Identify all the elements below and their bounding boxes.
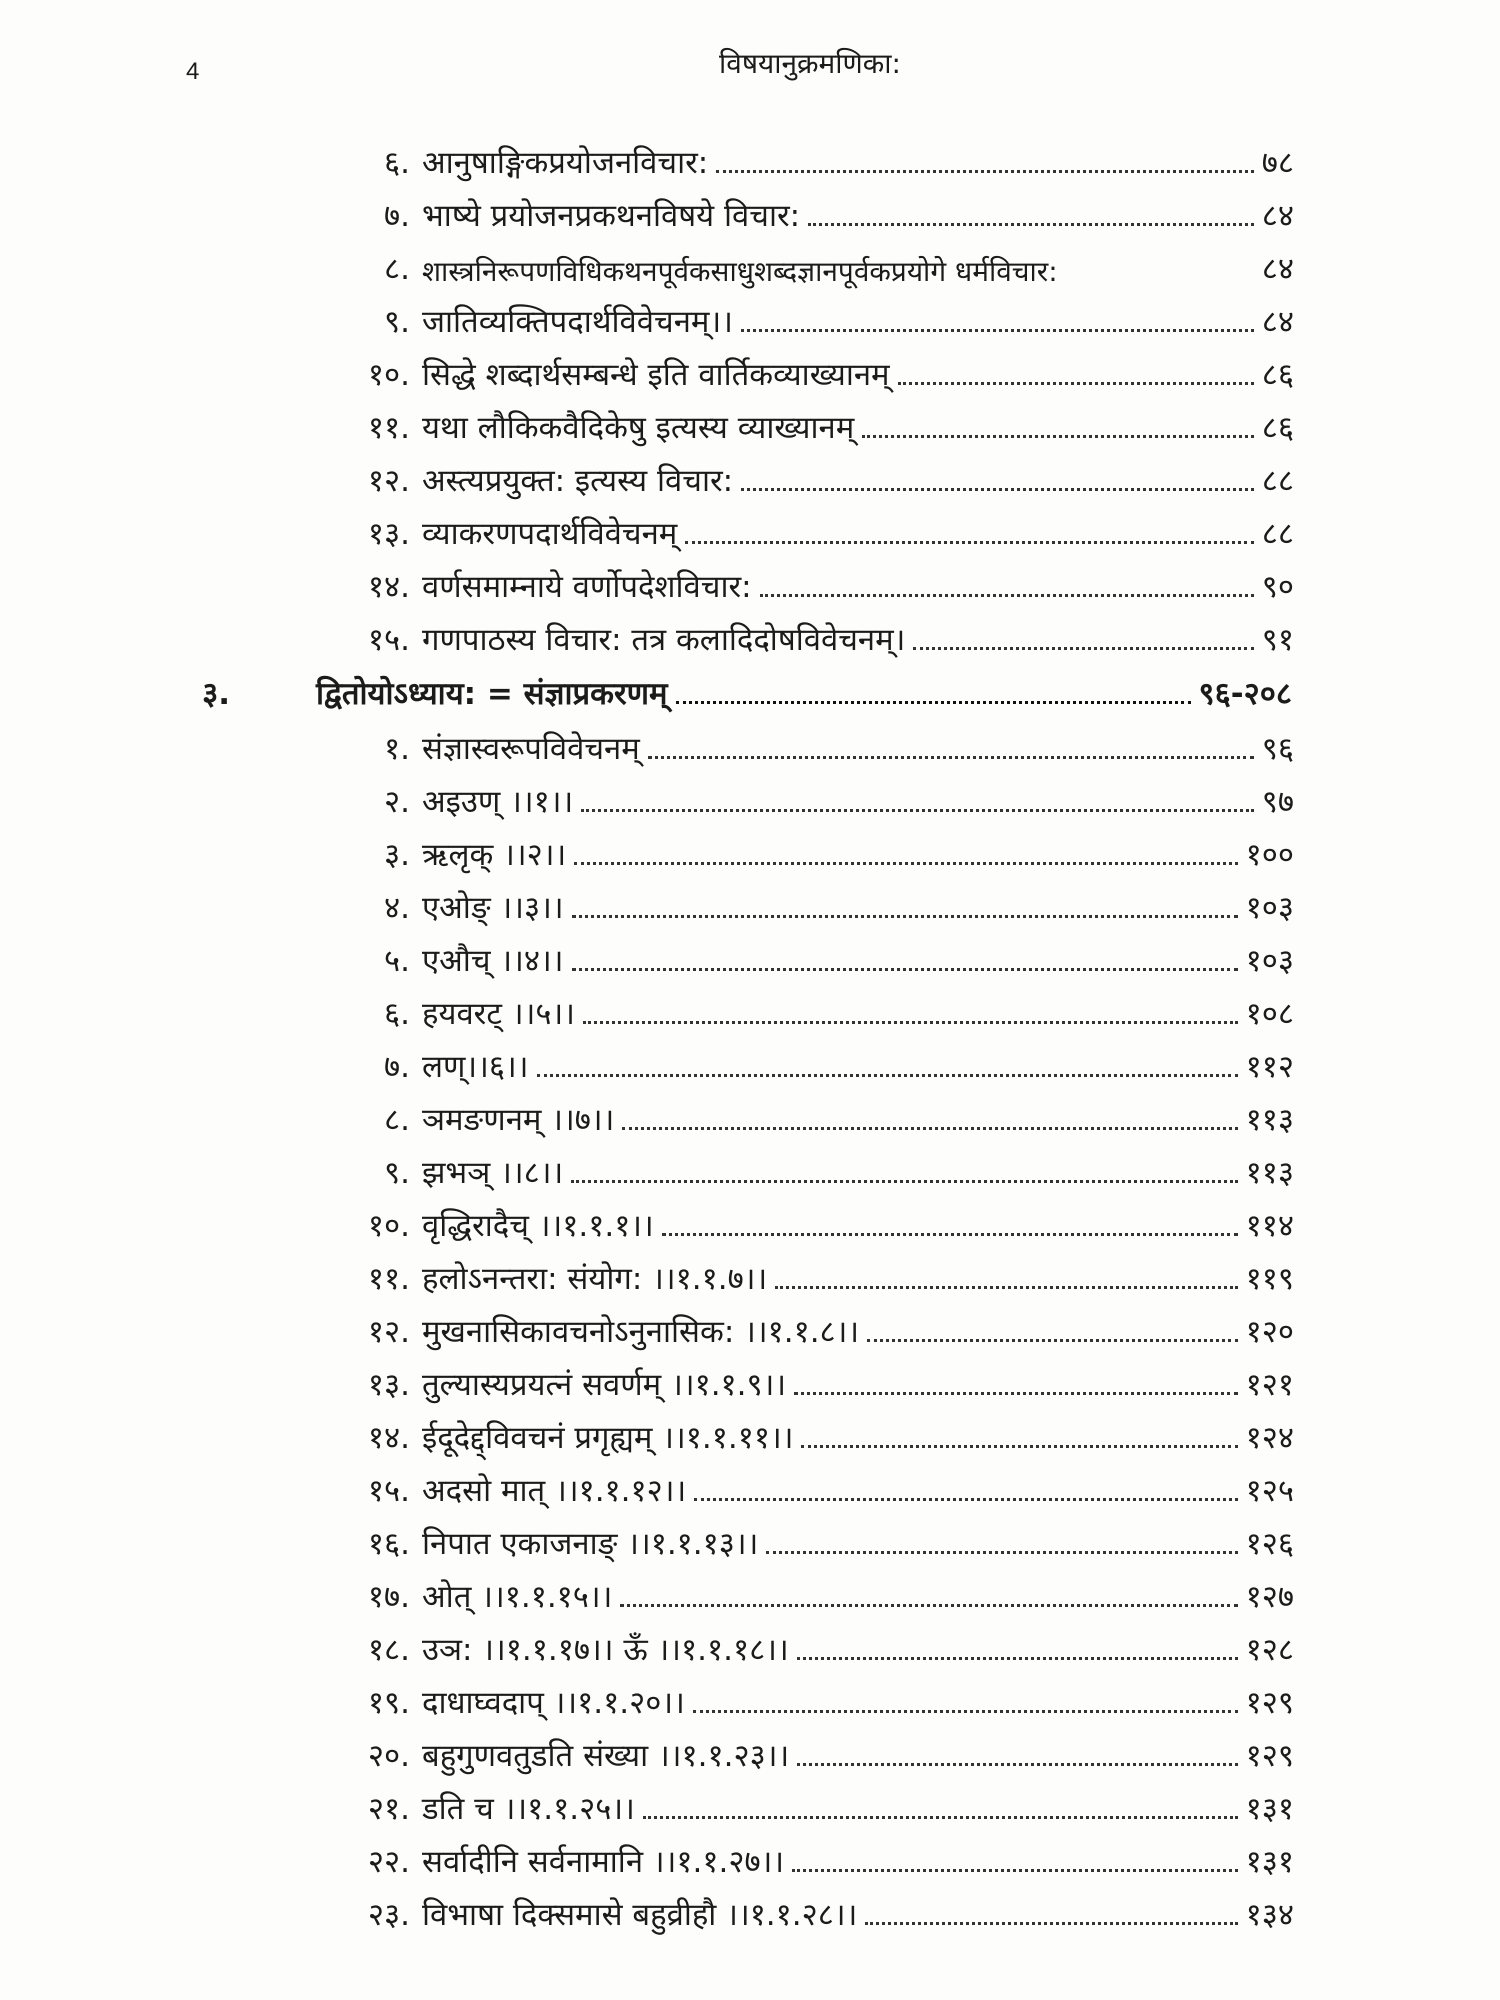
entry-number: १७. bbox=[367, 1579, 410, 1616]
toc-entry[interactable] bbox=[0, 875, 1500, 927]
dot-leader bbox=[693, 1710, 1238, 1713]
entry-number: ६. bbox=[384, 145, 410, 182]
entry-title: अदसो मात् ।।१.१.१२।। bbox=[422, 1473, 687, 1510]
dot-leader bbox=[801, 1445, 1237, 1448]
entry-title: शास्त्रनिरूपणविधिकथनपूर्वकसाधुशब्दज्ञानपूर्वकप्रयोगे धर्मविचार: bbox=[422, 254, 1058, 288]
entry-number: ९. bbox=[384, 304, 410, 341]
entry-number: ८. bbox=[384, 251, 410, 288]
entry-title: तुल्यास्यप्रयत्नं सवर्णम् ।।१.१.९।। bbox=[422, 1367, 787, 1404]
dot-leader bbox=[574, 862, 1237, 865]
entry-number: २२. bbox=[367, 1844, 410, 1881]
toc-entry[interactable] bbox=[0, 395, 1500, 447]
chapter-heading[interactable] bbox=[0, 661, 1500, 713]
toc-entry[interactable] bbox=[0, 1829, 1500, 1881]
entry-number: ७. bbox=[384, 1049, 410, 1086]
dot-leader bbox=[794, 1392, 1237, 1395]
toc-entry[interactable] bbox=[0, 448, 1500, 500]
entry-title: यथा लौकिकवैदिकेषु इत्यस्य व्याख्यानम् bbox=[422, 410, 855, 447]
toc-entry[interactable] bbox=[0, 1034, 1500, 1086]
entry-number: १६. bbox=[367, 1526, 410, 1563]
toc-entry[interactable] bbox=[0, 1617, 1500, 1669]
entry-number: १४. bbox=[367, 569, 410, 606]
dot-leader bbox=[792, 1869, 1238, 1872]
entry-title: गणपाठस्य विचार: तत्र कलादिदोषविवेचनम्। bbox=[422, 622, 906, 659]
toc-entry[interactable] bbox=[0, 1882, 1500, 1934]
entry-page: ९६ bbox=[1261, 731, 1294, 768]
entry-page: १२८ bbox=[1245, 1632, 1294, 1669]
entry-page: ११३ bbox=[1245, 1155, 1294, 1192]
dot-leader bbox=[572, 915, 1238, 918]
dot-leader bbox=[867, 1339, 1237, 1342]
toc-entry[interactable] bbox=[0, 236, 1500, 288]
entry-page: १०० bbox=[1245, 837, 1294, 874]
toc-entry[interactable] bbox=[0, 769, 1500, 821]
entry-number: १८. bbox=[367, 1632, 410, 1669]
toc-entry[interactable] bbox=[0, 1723, 1500, 1775]
entry-number: ९. bbox=[384, 1155, 410, 1192]
entry-title: हलोऽनन्तरा: संयोग: ।।१.१.७।। bbox=[422, 1261, 768, 1298]
entry-title: उञ: ।।१.१.१७।। ऊँ ।।१.१.१८।। bbox=[422, 1632, 789, 1669]
toc-entry[interactable] bbox=[0, 1299, 1500, 1351]
entry-number: १३. bbox=[367, 1367, 410, 1404]
toc-entry[interactable] bbox=[0, 1140, 1500, 1192]
toc-entry[interactable] bbox=[0, 289, 1500, 341]
toc-entry[interactable] bbox=[0, 501, 1500, 553]
toc-entry[interactable] bbox=[0, 554, 1500, 606]
entry-title: एऔच् ।।४।। bbox=[422, 943, 564, 980]
toc-entry[interactable] bbox=[0, 1564, 1500, 1616]
dot-leader bbox=[643, 1816, 1238, 1819]
entry-title: अस्त्यप्रयुक्त: इत्यस्य विचार: bbox=[422, 463, 734, 500]
toc-entry[interactable] bbox=[0, 716, 1500, 768]
dot-leader bbox=[760, 594, 1254, 597]
entry-page: १०३ bbox=[1245, 943, 1294, 980]
toc-entry[interactable] bbox=[0, 1458, 1500, 1510]
toc-entry[interactable] bbox=[0, 342, 1500, 394]
dot-leader bbox=[913, 647, 1253, 650]
entry-number: २३. bbox=[367, 1897, 410, 1934]
entry-number: १३. bbox=[367, 516, 410, 553]
entry-title: आनुषाङ्गिकप्रयोजनविचार: bbox=[422, 145, 709, 182]
entry-page: ९० bbox=[1261, 569, 1294, 606]
toc-entry[interactable] bbox=[0, 183, 1500, 235]
toc-entry[interactable] bbox=[0, 928, 1500, 980]
entry-title: लण्।।६।। bbox=[422, 1049, 529, 1086]
entry-title: झभञ् ।।८।। bbox=[422, 1155, 564, 1192]
dot-leader bbox=[797, 1763, 1237, 1766]
dot-leader bbox=[741, 329, 1254, 332]
entry-number: १५. bbox=[367, 622, 410, 659]
entry-number: १२. bbox=[367, 1314, 410, 1351]
toc-entry[interactable] bbox=[0, 1087, 1500, 1139]
entry-title: अइउण् ।।१।। bbox=[422, 784, 574, 821]
dot-leader bbox=[862, 435, 1253, 438]
toc-entry[interactable] bbox=[0, 1511, 1500, 1563]
toc-entry[interactable] bbox=[0, 1405, 1500, 1457]
entry-page: ११३ bbox=[1245, 1102, 1294, 1139]
entry-title: मुखनासिकावचनोऽनुनासिक: ।।१.१.८।। bbox=[422, 1314, 860, 1351]
entry-number: १९. bbox=[367, 1685, 410, 1722]
dot-leader bbox=[571, 1180, 1237, 1183]
entry-page: १२९ bbox=[1245, 1738, 1294, 1775]
dot-leader bbox=[537, 1074, 1238, 1077]
entry-number: १५. bbox=[367, 1473, 410, 1510]
entry-number: २०. bbox=[367, 1738, 410, 1775]
entry-number: ८. bbox=[384, 1102, 410, 1139]
entry-number: ६. bbox=[384, 996, 410, 1033]
dot-leader bbox=[622, 1127, 1237, 1130]
entry-title: भाष्ये प्रयोजनप्रकथनविषये विचार: bbox=[422, 198, 801, 235]
dot-leader bbox=[766, 1551, 1237, 1554]
entry-number: १०. bbox=[367, 357, 410, 394]
dot-leader bbox=[694, 1498, 1237, 1501]
entry-title: संज्ञास्वरूपविवेचनम् bbox=[422, 731, 640, 768]
entry-number: २. bbox=[384, 784, 410, 821]
entry-title: डति च ।।१.१.२५।। bbox=[422, 1791, 635, 1828]
dot-leader bbox=[662, 1233, 1238, 1236]
running-title: विषयानुक्रमणिका: bbox=[719, 47, 901, 80]
entry-page: ८८ bbox=[1261, 516, 1294, 553]
dot-leader bbox=[581, 809, 1253, 812]
entry-title: व्याकरणपदार्थविवेचनम् bbox=[422, 516, 678, 553]
dot-leader bbox=[572, 968, 1238, 971]
entry-title: विभाषा दिक्समासे बहुव्रीहौ ।।१.१.२८।। bbox=[422, 1897, 858, 1934]
entry-page: ८६ bbox=[1261, 357, 1294, 394]
entry-page: १३४ bbox=[1245, 1897, 1294, 1934]
entry-title: बहुगुणवतुडति संख्या ।।१.१.२३।। bbox=[422, 1738, 790, 1775]
entry-page: ११९ bbox=[1245, 1261, 1294, 1298]
entry-title: सिद्धे शब्दार्थसम्बन्धे इति वार्तिकव्याख्यानम् bbox=[422, 357, 890, 394]
dot-leader bbox=[583, 1021, 1238, 1024]
entry-title: जातिव्यक्तिपदार्थविवेचनम्।। bbox=[422, 304, 733, 341]
entry-page: १३१ bbox=[1245, 1791, 1294, 1828]
entry-number: १०. bbox=[367, 1208, 410, 1245]
dot-leader bbox=[716, 170, 1253, 173]
toc-entry[interactable] bbox=[0, 130, 1500, 182]
entry-number: १२. bbox=[367, 463, 410, 500]
entry-number: २१. bbox=[367, 1791, 410, 1828]
entry-title: वृद्धिरादैच् ।।१.१.१।। bbox=[422, 1208, 654, 1245]
chapter-number: ३. bbox=[202, 676, 230, 713]
toc-entry[interactable] bbox=[0, 1776, 1500, 1828]
entry-page: १२१ bbox=[1245, 1367, 1294, 1404]
entry-page: १२९ bbox=[1245, 1685, 1294, 1722]
dot-leader bbox=[685, 541, 1253, 544]
entry-page: १३१ bbox=[1245, 1844, 1294, 1881]
entry-page: ९७ bbox=[1261, 784, 1294, 821]
entry-number: ११. bbox=[367, 1261, 410, 1298]
entry-page: १०८ bbox=[1245, 996, 1294, 1033]
toc-entry[interactable] bbox=[0, 822, 1500, 874]
entry-page: ८८ bbox=[1261, 463, 1294, 500]
entry-page: ८४ bbox=[1261, 251, 1294, 288]
entry-page: ११४ bbox=[1245, 1208, 1294, 1245]
entry-page: ८६ bbox=[1261, 410, 1294, 447]
toc-entry[interactable] bbox=[0, 981, 1500, 1033]
entry-number: ४. bbox=[384, 890, 410, 927]
entry-title: ओत् ।।१.१.१५।। bbox=[422, 1579, 613, 1616]
entry-title: ऋलृक् ।।२।। bbox=[422, 837, 567, 874]
dot-leader bbox=[676, 701, 1191, 704]
entry-title: सर्वादीनि सर्वनामानि ।।१.१.२७।। bbox=[422, 1844, 785, 1881]
dot-leader bbox=[648, 756, 1254, 759]
entry-page: ११२ bbox=[1245, 1049, 1294, 1086]
toc-entry[interactable] bbox=[0, 1670, 1500, 1722]
entry-number: ३. bbox=[384, 837, 410, 874]
entry-page: १२६ bbox=[1245, 1526, 1294, 1563]
entry-number: ५. bbox=[384, 943, 410, 980]
chapter-title: द्वितोयोऽध्याय: = संज्ञाप्रकरणम् bbox=[316, 676, 668, 713]
dot-leader bbox=[741, 488, 1254, 491]
entry-page: ८४ bbox=[1261, 198, 1294, 235]
dot-leader bbox=[797, 1657, 1238, 1660]
entry-title: वर्णसमाम्नाये वर्णोपदेशविचार: bbox=[422, 569, 752, 606]
entry-page: ९१ bbox=[1261, 622, 1294, 659]
entry-page: १२५ bbox=[1245, 1473, 1294, 1510]
entry-number: १४. bbox=[367, 1420, 410, 1457]
toc-entry[interactable] bbox=[0, 607, 1500, 659]
dot-leader bbox=[775, 1286, 1237, 1289]
entry-number: १. bbox=[384, 731, 410, 768]
entry-title: ईदूदेद्द्विवचनं प्रगृह्यम् ।।१.१.११।। bbox=[422, 1420, 794, 1457]
dot-leader bbox=[808, 223, 1254, 226]
entry-title: ञमङणनम् ।।७।। bbox=[422, 1102, 615, 1139]
chapter-page-range: ९६-२०८ bbox=[1198, 676, 1292, 713]
toc-entry[interactable] bbox=[0, 1193, 1500, 1245]
entry-title: हयवरट् ।।५।। bbox=[422, 996, 575, 1033]
dot-leader bbox=[865, 1922, 1237, 1925]
entry-title: एओङ् ।।३।। bbox=[422, 890, 564, 927]
dot-leader bbox=[620, 1604, 1237, 1607]
entry-page: १२० bbox=[1245, 1314, 1294, 1351]
entry-title: दाधाघ्वदाप् ।।१.१.२०।। bbox=[422, 1685, 685, 1722]
entry-page: १२७ bbox=[1245, 1579, 1294, 1616]
page-number: 4 bbox=[186, 58, 200, 85]
entry-number: ११. bbox=[367, 410, 410, 447]
dot-leader bbox=[898, 382, 1254, 385]
entry-page: १२४ bbox=[1245, 1420, 1294, 1457]
entry-page: १०३ bbox=[1245, 890, 1294, 927]
toc-entry[interactable] bbox=[0, 1352, 1500, 1404]
entry-page: ८४ bbox=[1261, 304, 1294, 341]
toc-entry[interactable] bbox=[0, 1246, 1500, 1298]
entry-title: निपात एकाजनाङ् ।।१.१.१३।। bbox=[422, 1526, 759, 1563]
entry-page: ७८ bbox=[1261, 145, 1294, 182]
entry-number: ७. bbox=[384, 198, 410, 235]
